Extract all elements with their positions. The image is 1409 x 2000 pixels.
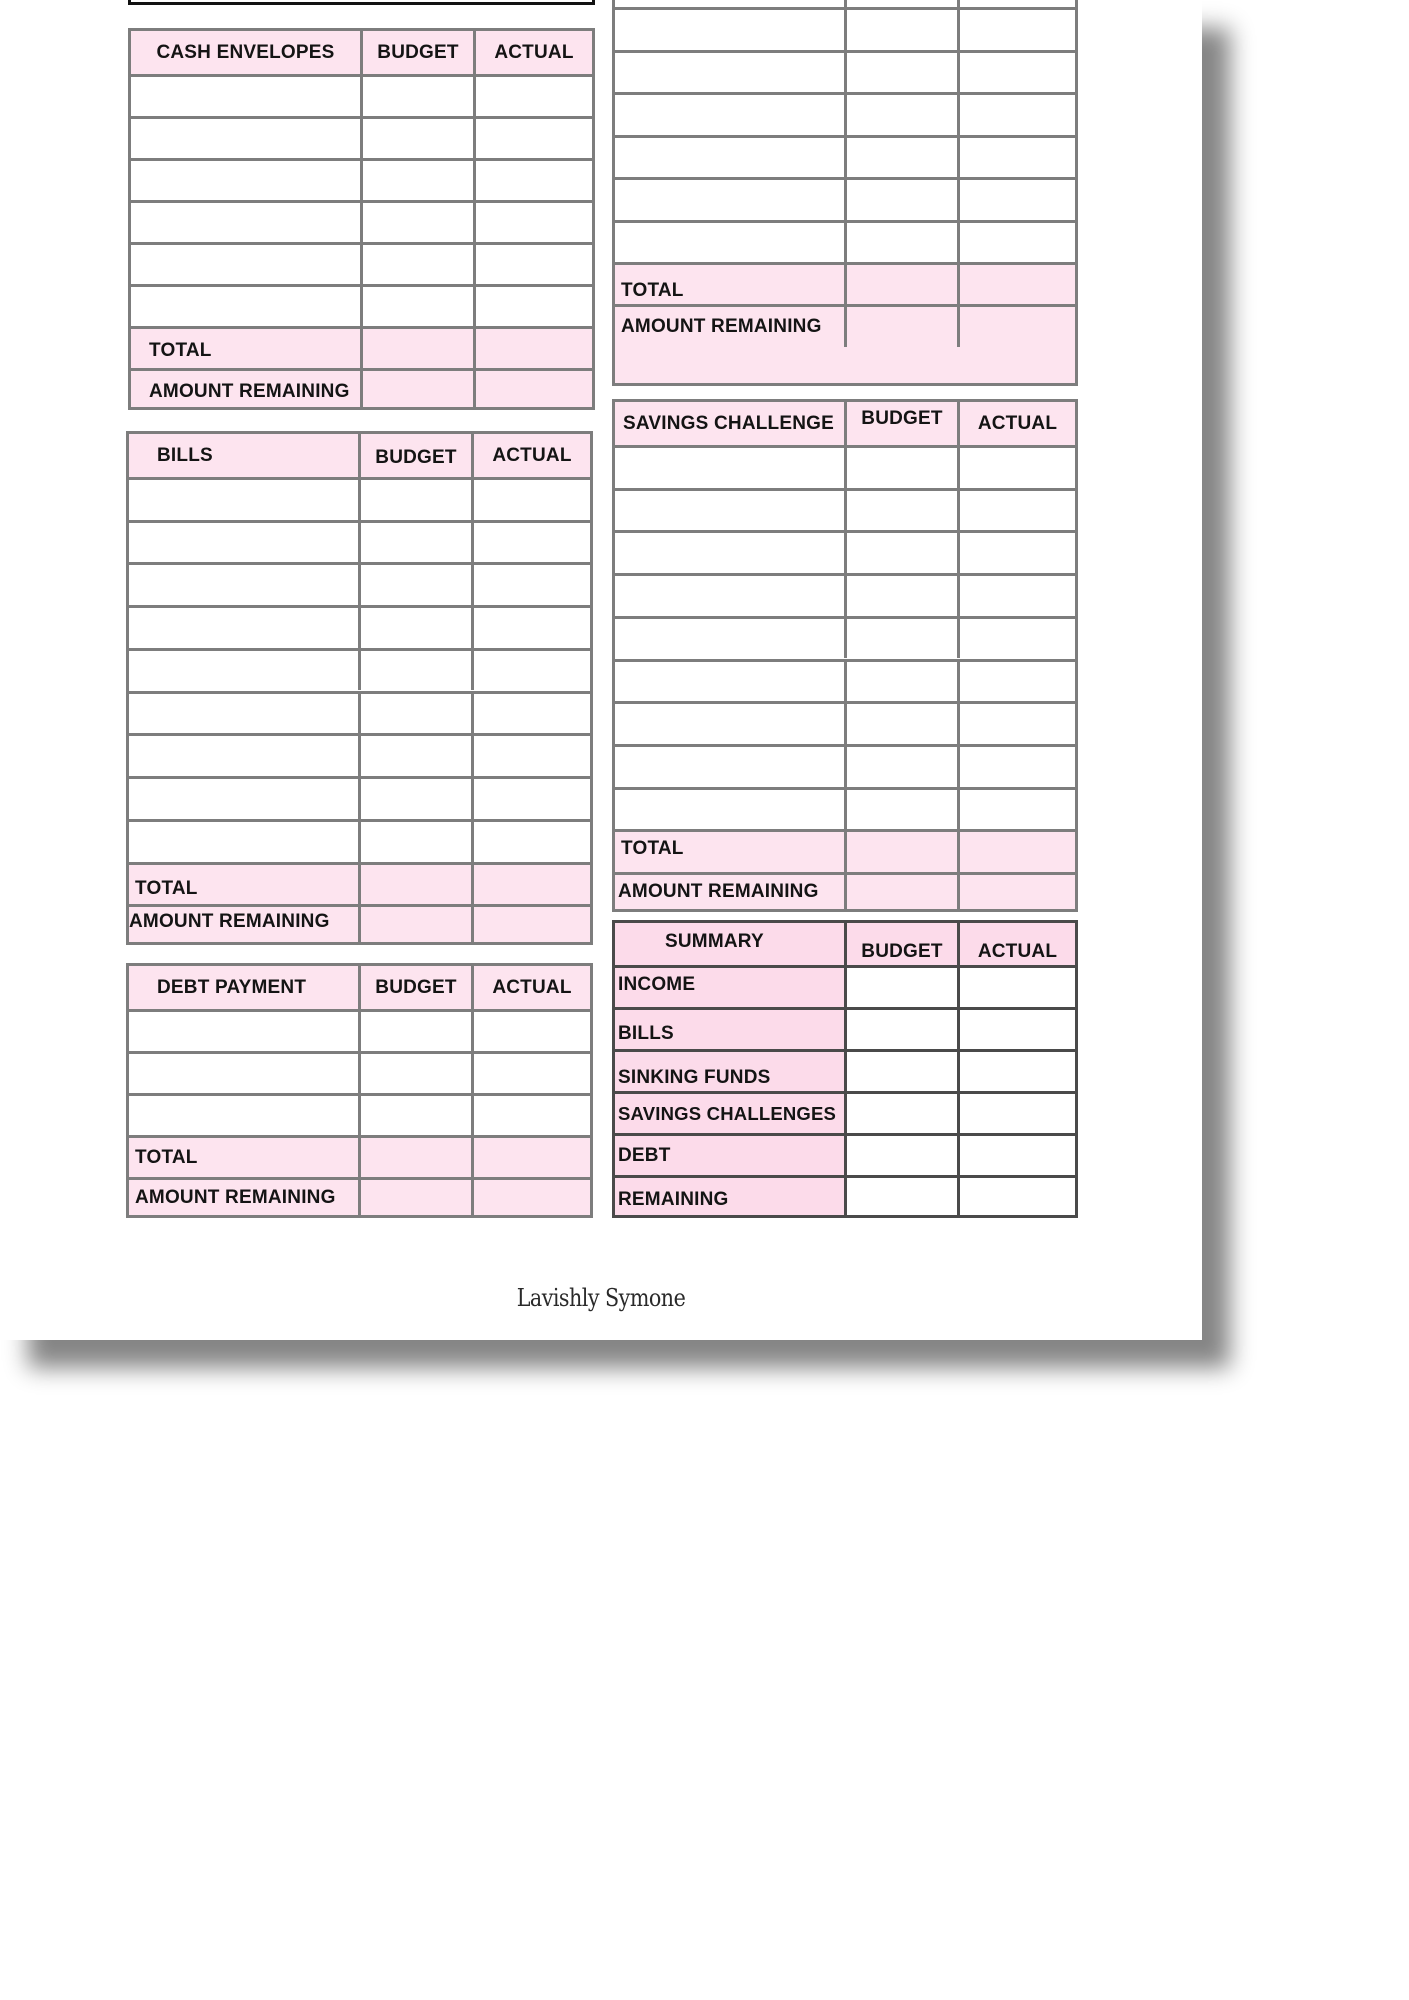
budget-cell[interactable] <box>363 203 476 242</box>
actual-cell[interactable] <box>476 77 592 116</box>
table-row <box>131 158 592 200</box>
budget-cell[interactable] <box>361 565 474 605</box>
budget-header: BUDGET <box>363 31 476 74</box>
actual-cell[interactable] <box>960 619 1075 659</box>
budget-cell[interactable] <box>847 138 960 177</box>
table-header <box>615 923 1075 965</box>
actual-cell[interactable] <box>960 704 1075 744</box>
budget-cell[interactable] <box>847 53 960 92</box>
remaining-actual-cell[interactable] <box>476 371 592 407</box>
item-cell[interactable] <box>129 480 361 520</box>
actual-cell[interactable] <box>476 245 592 284</box>
remaining-actual-cell[interactable] <box>960 307 1075 347</box>
remaining-budget-cell[interactable] <box>361 1180 474 1215</box>
budget-cell[interactable] <box>847 533 960 573</box>
item-cell[interactable] <box>615 790 847 829</box>
table-row <box>131 242 592 284</box>
remaining-label: AMOUNT REMAINING <box>129 907 361 942</box>
item-cell[interactable] <box>129 1096 361 1135</box>
item-cell[interactable] <box>615 223 847 262</box>
summary-title: SUMMARY <box>615 923 847 965</box>
actual-header: ACTUAL <box>977 412 1058 434</box>
remaining-budget-cell[interactable] <box>847 307 960 347</box>
table-row <box>615 50 1075 92</box>
total-actual-cell[interactable] <box>960 265 1075 304</box>
budget-cell[interactable] <box>847 576 960 616</box>
item-cell[interactable] <box>129 523 361 563</box>
actual-cell[interactable] <box>474 1096 590 1135</box>
item-cell[interactable] <box>615 180 847 220</box>
remaining-label: AMOUNT REMAINING <box>129 1180 361 1215</box>
budget-header: BUDGET <box>847 923 960 965</box>
budget-cell[interactable] <box>363 119 476 158</box>
budget-header: BUDGET <box>847 402 960 445</box>
item-cell[interactable] <box>129 1012 361 1051</box>
total-budget-cell[interactable] <box>847 265 960 304</box>
total-label: TOTAL <box>615 265 847 304</box>
table-row <box>129 1051 590 1093</box>
table-row <box>129 819 590 862</box>
total-label: TOTAL <box>615 832 847 872</box>
total-budget-cell[interactable] <box>361 865 474 904</box>
budget-cell[interactable] <box>847 662 960 702</box>
table-row <box>129 520 590 563</box>
item-cell[interactable] <box>615 448 847 488</box>
bills-table <box>126 431 593 945</box>
total-budget-cell[interactable] <box>361 1138 474 1177</box>
total-actual-cell[interactable] <box>474 865 590 904</box>
savings-challenges-actual-cell[interactable] <box>960 1094 1075 1133</box>
item-cell[interactable] <box>129 1054 361 1093</box>
summary-table <box>612 920 1078 1218</box>
actual-cell[interactable] <box>960 533 1075 573</box>
table-row <box>615 135 1075 177</box>
budget-header: BUDGET <box>361 966 474 1009</box>
remaining-label: AMOUNT REMAINING <box>615 307 847 347</box>
item-cell[interactable] <box>615 576 847 616</box>
table-row <box>615 177 1075 220</box>
actual-cell[interactable] <box>474 565 590 605</box>
remaining-actual-cell[interactable] <box>474 907 590 942</box>
table-row <box>129 776 590 819</box>
total-label: TOTAL <box>131 329 363 368</box>
budget-cell[interactable] <box>361 694 474 734</box>
budget-cell[interactable] <box>363 161 476 200</box>
budget-cell[interactable] <box>363 245 476 284</box>
actual-cell[interactable] <box>476 161 592 200</box>
item-cell[interactable] <box>615 95 847 135</box>
debt-actual-cell[interactable] <box>960 1136 1075 1175</box>
item-cell[interactable] <box>615 0 847 7</box>
item-cell[interactable] <box>129 822 361 862</box>
item-cell[interactable] <box>615 704 847 744</box>
remaining-label: AMOUNT REMAINING <box>615 875 847 909</box>
table-row <box>131 200 592 242</box>
actual-cell[interactable] <box>960 491 1075 531</box>
budget-cell[interactable] <box>847 180 960 220</box>
item-cell[interactable] <box>615 662 847 702</box>
actual-cell[interactable] <box>474 523 590 563</box>
item-cell[interactable] <box>129 651 361 691</box>
table-row <box>615 0 1075 7</box>
summary-row-bills <box>615 1007 1075 1049</box>
summary-label: DEBT <box>615 1136 847 1175</box>
top-box-partial <box>128 0 595 5</box>
budget-cell[interactable] <box>361 523 474 563</box>
actual-header: ACTUAL <box>492 444 572 466</box>
table-row <box>129 562 590 605</box>
cash-envelopes-title: CASH ENVELOPES <box>131 31 363 74</box>
actual-cell[interactable] <box>960 138 1075 177</box>
budget-cell[interactable] <box>847 95 960 135</box>
table-header <box>129 434 590 477</box>
budget-cell[interactable] <box>361 1054 474 1093</box>
remaining-row <box>615 304 1075 383</box>
total-actual-cell[interactable] <box>476 329 592 368</box>
actual-cell[interactable] <box>476 287 592 326</box>
sinking-funds-table-continued <box>612 0 1078 386</box>
savings-challenge-table <box>612 399 1078 912</box>
table-row <box>129 1093 590 1135</box>
budget-cell[interactable] <box>847 223 960 262</box>
item-cell[interactable] <box>131 161 363 200</box>
debt-budget-cell[interactable] <box>847 1136 960 1175</box>
remaining-actual-cell[interactable] <box>960 1178 1075 1215</box>
remaining-actual-cell[interactable] <box>960 875 1075 909</box>
budget-cell[interactable] <box>361 1096 474 1135</box>
remaining-budget-cell[interactable] <box>361 907 474 942</box>
summary-label: INCOME <box>615 968 847 1007</box>
actual-cell[interactable] <box>474 779 590 819</box>
summary-label: REMAINING <box>615 1178 847 1215</box>
total-label: TOTAL <box>129 1138 361 1177</box>
table-row <box>129 1009 590 1051</box>
budget-cell[interactable] <box>847 790 960 829</box>
item-cell[interactable] <box>131 287 363 326</box>
budget-cell[interactable] <box>847 619 960 659</box>
actual-cell[interactable] <box>960 223 1075 262</box>
summary-label: BILLS <box>615 1010 847 1049</box>
remaining-row <box>129 904 590 942</box>
actual-cell[interactable] <box>960 448 1075 488</box>
budget-cell[interactable] <box>847 10 960 50</box>
item-cell[interactable] <box>131 245 363 284</box>
actual-cell[interactable] <box>474 736 590 776</box>
total-row <box>131 326 592 368</box>
summary-row-income <box>615 965 1075 1007</box>
sinking-funds-actual-cell[interactable] <box>960 1052 1075 1091</box>
budget-cell[interactable] <box>363 287 476 326</box>
budget-cell[interactable] <box>847 448 960 488</box>
table-row <box>615 530 1075 573</box>
spacer <box>612 386 1078 398</box>
table-row <box>615 445 1075 488</box>
remaining-actual-cell[interactable] <box>474 1180 590 1215</box>
remaining-budget-cell[interactable] <box>847 875 960 909</box>
summary-label: SINKING FUNDS <box>615 1052 847 1091</box>
item-cell[interactable] <box>615 491 847 531</box>
table-row <box>131 284 592 326</box>
total-actual-cell[interactable] <box>474 1138 590 1177</box>
actual-cell[interactable] <box>474 608 590 648</box>
bills-budget-cell[interactable] <box>847 1010 960 1049</box>
bills-actual-cell[interactable] <box>960 1010 1075 1049</box>
table-header <box>129 966 590 1009</box>
table-row <box>615 659 1075 702</box>
actual-cell[interactable] <box>474 1012 590 1051</box>
budget-cell[interactable] <box>847 491 960 531</box>
remaining-budget-cell[interactable] <box>847 1178 960 1215</box>
budget-header: BUDGET <box>361 434 474 477</box>
actual-header: ACTUAL <box>494 41 574 63</box>
item-cell[interactable] <box>615 10 847 50</box>
table-row <box>129 605 590 648</box>
cash-envelopes-table <box>128 28 595 410</box>
actual-cell[interactable] <box>474 651 590 691</box>
actual-cell[interactable] <box>960 576 1075 616</box>
item-cell[interactable] <box>615 533 847 573</box>
remaining-label: AMOUNT REMAINING <box>131 371 363 407</box>
actual-cell[interactable] <box>960 180 1075 220</box>
total-actual-cell[interactable] <box>960 832 1075 872</box>
budget-cell[interactable] <box>363 77 476 116</box>
table-row <box>129 733 590 776</box>
remaining-row <box>129 1177 590 1215</box>
budget-cell[interactable] <box>361 480 474 520</box>
budget-cell[interactable] <box>847 704 960 744</box>
table-row <box>131 116 592 158</box>
table-row <box>615 701 1075 744</box>
item-cell[interactable] <box>615 138 847 177</box>
table-header <box>131 31 592 74</box>
actual-cell[interactable] <box>960 790 1075 829</box>
budget-cell[interactable] <box>361 779 474 819</box>
table-row <box>615 220 1075 262</box>
table-row <box>129 477 590 520</box>
actual-cell[interactable] <box>960 0 1075 7</box>
total-budget-cell[interactable] <box>363 329 476 368</box>
actual-cell[interactable] <box>474 694 590 734</box>
budget-cell[interactable] <box>847 0 960 7</box>
summary-row-sinking-funds <box>615 1049 1075 1091</box>
table-row <box>615 787 1075 829</box>
income-budget-cell[interactable] <box>847 968 960 1007</box>
table-row <box>129 648 590 691</box>
savings-challenge-title: SAVINGS CHALLENGE <box>615 402 847 445</box>
actual-header: ACTUAL <box>977 941 1058 962</box>
actual-cell[interactable] <box>960 662 1075 702</box>
table-row <box>615 92 1075 135</box>
item-cell[interactable] <box>129 565 361 605</box>
brand-logo-text: Lavishly Symone <box>516 1284 686 1312</box>
budget-cell[interactable] <box>361 822 474 862</box>
debt-payment-table <box>126 963 593 1218</box>
debt-payment-title: DEBT PAYMENT <box>129 966 361 1009</box>
budget-cell[interactable] <box>847 747 960 787</box>
table-row <box>615 573 1075 616</box>
item-cell[interactable] <box>615 53 847 92</box>
income-actual-cell[interactable] <box>960 968 1075 1007</box>
item-cell[interactable] <box>129 608 361 648</box>
budget-cell[interactable] <box>361 1012 474 1051</box>
total-label: TOTAL <box>129 865 361 904</box>
item-cell[interactable] <box>131 119 363 158</box>
remaining-row <box>131 368 592 407</box>
table-header <box>615 402 1075 445</box>
item-cell[interactable] <box>131 77 363 116</box>
item-cell[interactable] <box>129 779 361 819</box>
total-row <box>615 829 1075 872</box>
summary-label: SAVINGS CHALLENGES <box>615 1094 847 1133</box>
actual-cell[interactable] <box>474 480 590 520</box>
summary-row-remaining <box>615 1175 1075 1215</box>
table-row <box>131 74 592 116</box>
item-cell[interactable] <box>129 736 361 776</box>
actual-cell[interactable] <box>474 822 590 862</box>
actual-cell[interactable] <box>476 119 592 158</box>
total-row <box>615 262 1075 304</box>
total-row <box>129 862 590 904</box>
table-row <box>615 7 1075 50</box>
budget-cell[interactable] <box>361 608 474 648</box>
item-cell[interactable] <box>615 619 847 659</box>
summary-row-savings-challenges <box>615 1091 1075 1133</box>
table-row <box>615 488 1075 531</box>
remaining-budget-cell[interactable] <box>363 371 476 407</box>
actual-cell[interactable] <box>474 1054 590 1093</box>
actual-cell[interactable] <box>960 95 1075 135</box>
actual-cell[interactable] <box>960 747 1075 787</box>
sinking-funds-budget-cell[interactable] <box>847 1052 960 1091</box>
remaining-row <box>615 872 1075 909</box>
actual-cell[interactable] <box>476 203 592 242</box>
summary-row-debt <box>615 1133 1075 1175</box>
actual-cell[interactable] <box>960 10 1075 50</box>
total-budget-cell[interactable] <box>847 832 960 872</box>
actual-cell[interactable] <box>960 53 1075 92</box>
item-cell[interactable] <box>615 747 847 787</box>
budget-cell[interactable] <box>361 651 474 691</box>
item-cell[interactable] <box>129 694 361 734</box>
savings-challenges-budget-cell[interactable] <box>847 1094 960 1133</box>
table-row <box>615 616 1075 659</box>
table-row <box>129 691 590 734</box>
actual-header: ACTUAL <box>492 976 572 998</box>
table-row <box>615 744 1075 787</box>
item-cell[interactable] <box>131 203 363 242</box>
bills-title: BILLS <box>129 434 361 477</box>
budget-cell[interactable] <box>361 736 474 776</box>
total-row <box>129 1135 590 1177</box>
